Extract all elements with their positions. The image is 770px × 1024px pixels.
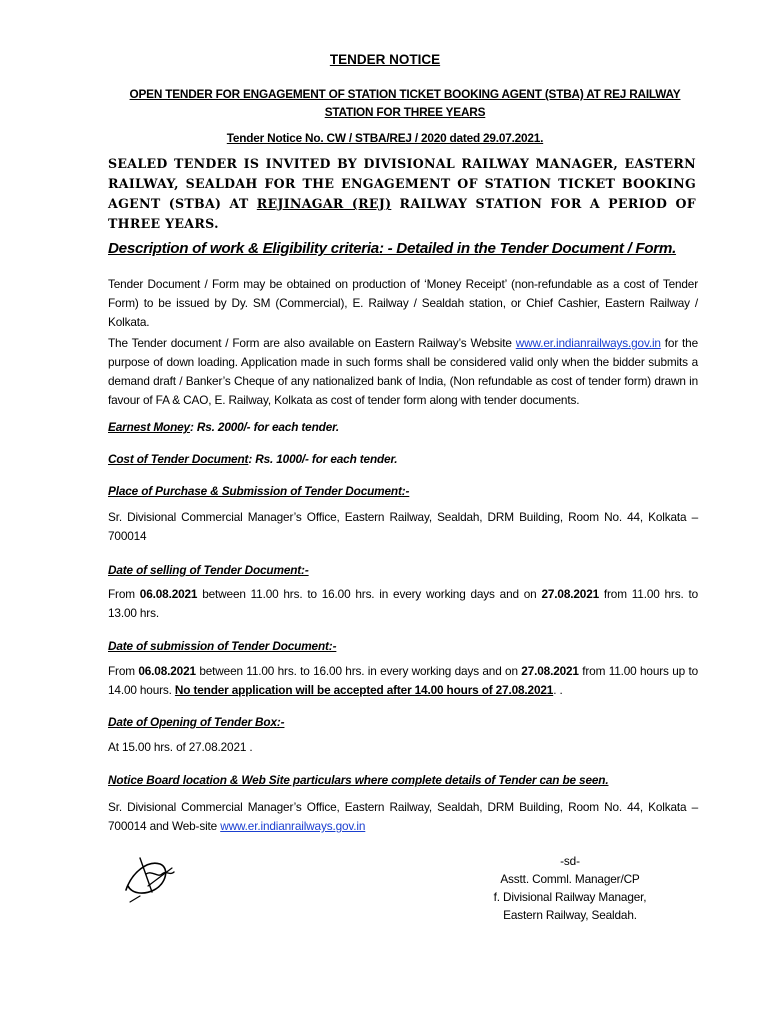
selling-middle-text: between 11.00 hrs. to 16.00 hrs. in every working days and on — [197, 587, 542, 601]
handwritten-signature — [118, 850, 198, 910]
station-name: REJINAGAR (REJ) — [256, 196, 392, 211]
submission-deadline-warning: No tender application will be accepted after 14.00 hours of 27.08.2021 — [174, 683, 554, 697]
notice-board-website-link[interactable]: www.er.indianrailways.gov.in — [220, 819, 366, 833]
submission-from-date: 06.08.2021 — [138, 664, 196, 678]
submission-to-date: 27.08.2021 — [521, 664, 579, 678]
earnest-money-value: : Rs. 2000/- for each tender. — [189, 420, 340, 434]
cost-of-document-label: Cost of Tender Document — [108, 452, 249, 466]
selling-from-label: From — [108, 587, 140, 601]
cost-of-document — [108, 452, 698, 466]
date-of-selling-heading-text: Date of selling of Tender Document:- — [108, 563, 309, 577]
signatory-designation: Asstt. Comml. Manager/CP — [500, 872, 640, 886]
signatory-block — [470, 852, 670, 924]
submission-from-label: From — [108, 664, 139, 678]
signatory-sd: -sd- — [560, 854, 580, 868]
date-of-opening-heading-text: Date of Opening of Tender Box:- — [108, 715, 285, 729]
earnest-money-label: Earnest Money — [108, 420, 190, 434]
tender-notice-number: Tender Notice No. CW / STBA/REJ / 2020 dated 29.07.2021. — [226, 131, 544, 145]
notice-board-heading-text: Notice Board location & Web Site particulars where complete details of Tender can be seen. — [108, 773, 609, 787]
earnest-money — [108, 420, 698, 434]
date-of-submission-text — [108, 662, 698, 700]
sealed-text-part2: RAILWAY STATION FOR A PERIOD OF THREE YEARS. — [108, 196, 696, 231]
submission-end-text: from 11.00 hours up to 14.00 hours. — [108, 664, 698, 697]
date-of-opening-text: At 15.00 hrs. of 27.08.2021 . — [108, 740, 253, 754]
signatory-for: f. Divisional Railway Manager, — [493, 890, 647, 904]
sealed-text-part1: SEALED TENDER IS INVITED BY DIVISIONAL RAILWAY MANAGER, EASTERN RAILWAY, SEALDAH FOR THE ENGAGEMENT OF STATION TICKET BOOKING AGENT (STBA) AT — [108, 156, 696, 211]
date-of-selling-text — [108, 585, 698, 623]
website-text-after: for the purpose of down loading. Application made in such forms shall be considered valid only when the bidder submits a demand draft / Banker’s Cheque of any nationalized bank of India, (Non refundable as cost of tender form) drawn in favour of FA & CAO, E. Railway, Kolkata as cost of tender form along with tender documents. — [108, 336, 698, 407]
notice-subtitle: OPEN TENDER FOR ENGAGEMENT OF STATION TICKET BOOKING AGENT (STBA) AT REJ RAILWAY STATION FOR THREE YEARS — [129, 87, 681, 119]
selling-end-text: from 11.00 hrs. to 13.00 hrs. — [108, 587, 698, 620]
date-of-opening-heading — [108, 715, 698, 729]
cost-of-document-value: : Rs. 1000/- for each tender. — [248, 452, 398, 466]
notice-board-heading — [108, 773, 698, 787]
signatory-office: Eastern Railway, Sealdah. — [503, 908, 637, 922]
place-of-purchase-heading — [108, 484, 698, 498]
place-of-purchase-heading-text: Place of Purchase & Submission of Tender Document:- — [108, 484, 410, 498]
place-of-purchase-text: Sr. Divisional Commercial Manager’s Office, Eastern Railway, Sealdah, DRM Building, Room No. 44, Kolkata – 700014 — [108, 510, 698, 543]
notice-board-text — [108, 798, 698, 836]
notice-board-address: Sr. Divisional Commercial Manager’s Office, Eastern Railway, Sealdah, DRM Building, Room No. 44, Kolkata – 700014 and Web-site — [108, 800, 698, 833]
submission-trail: . . — [553, 683, 563, 697]
submission-middle-text: between 11.00 hrs. to 16.00 hrs. in every working days and on — [195, 664, 522, 678]
website-link[interactable]: www.er.indianrailways.gov.in — [515, 336, 661, 350]
page-title: TENDER NOTICE — [329, 52, 441, 67]
selling-to-date: 27.08.2021 — [541, 587, 600, 601]
website-text-before: The Tender document / Form are also available on Eastern Railway’s Website — [108, 336, 516, 350]
sealed-tender-statement — [108, 154, 696, 234]
description-heading: Description of work & Eligibility criteria: - Detailed in the Tender Document / Form. — [108, 240, 677, 257]
website-paragraph — [108, 334, 698, 410]
selling-from-date: 06.08.2021 — [139, 587, 198, 601]
tender-form-paragraph: Tender Document / Form may be obtained on production of ‘Money Receipt’ (non-refundable as a cost of Tender Form) to be issued by Dy. SM (Commercial), E. Railway / Sealdah station, or Chief Cashier, Eastern Railway / Kolkata. — [108, 277, 698, 329]
date-of-submission-heading-text: Date of submission of Tender Document:- — [108, 639, 337, 653]
date-of-selling-heading — [108, 563, 698, 577]
date-of-submission-heading — [108, 639, 698, 653]
